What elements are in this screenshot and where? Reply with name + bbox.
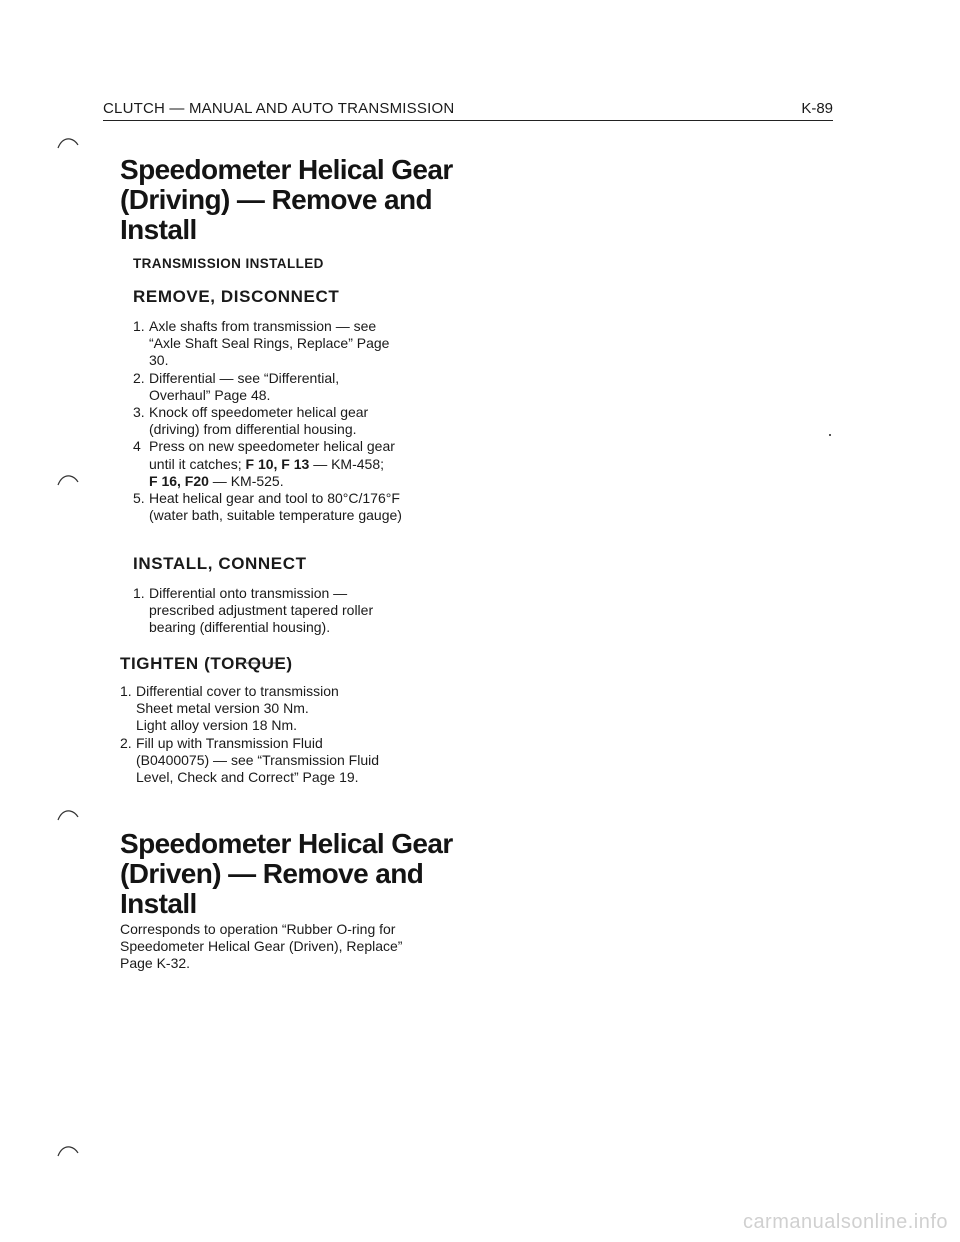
section-title-driving	[120, 155, 480, 245]
step-line: Heat helical gear and tool to 80°C/176°F	[149, 490, 400, 507]
step-line: 30.	[149, 352, 169, 369]
title-line: Install	[120, 888, 197, 919]
list-item	[133, 370, 463, 404]
binder-mark-icon	[56, 808, 80, 822]
list-item	[133, 438, 463, 490]
step-line: (driving) from differential housing.	[149, 421, 357, 438]
step-line: Knock off speedometer helical gear	[149, 404, 369, 421]
underline-mark	[244, 651, 280, 653]
step-text: — KM-458;	[309, 455, 385, 472]
title-line: Speedometer Helical Gear	[120, 154, 453, 185]
step-line: Axle shafts from transmission — see	[149, 318, 377, 334]
step-line: (B0400075) — see “Transmission Fluid	[136, 751, 380, 768]
step-line: (water bath, suitable temperature gauge)	[149, 507, 402, 524]
list-item	[133, 585, 463, 637]
tool-model-ref: F 10, F 13	[245, 455, 310, 472]
step-text: until it catches;	[149, 455, 246, 472]
step-line: Overhaul” Page 48.	[149, 386, 271, 403]
tool-model-ref: F 16, F20	[149, 472, 209, 489]
step-number: 5.	[133, 490, 145, 507]
step-line: Sheet metal version 30 Nm.	[136, 700, 309, 717]
header-page-number: K-89	[801, 100, 833, 117]
install-steps	[133, 585, 463, 637]
title-line: Speedometer Helical Gear	[120, 828, 453, 859]
binder-mark-icon	[56, 136, 80, 150]
context-label: TRANSMISSION INSTALLED	[133, 256, 324, 271]
section-title-driven	[120, 829, 480, 919]
list-item	[120, 683, 450, 735]
step-line: Level, Check and Correct” Page 19.	[136, 769, 359, 786]
paragraph-line: Corresponds to operation “Rubber O-ring for	[120, 921, 396, 937]
step-line: prescribed adjustment tapered roller	[149, 602, 374, 619]
remove-steps	[133, 318, 463, 524]
step-number: 3.	[133, 404, 145, 421]
step-line: Light alloy version 18 Nm.	[136, 717, 298, 734]
site-watermark: carmanualsonline.info	[742, 1211, 948, 1233]
step-line: Fill up with Transmission Fluid	[136, 734, 323, 751]
step-line	[149, 473, 463, 490]
step-line: “Axle Shaft Seal Rings, Replace” Page	[149, 335, 390, 352]
running-header	[103, 98, 833, 121]
step-line: Differential — see “Differential,	[149, 369, 340, 386]
step-number: 1.	[133, 585, 145, 601]
paragraph-line: Speedometer Helical Gear (Driven), Replace”	[120, 938, 403, 955]
step-line: Differential cover to transmission	[136, 683, 339, 699]
driven-description	[120, 921, 460, 973]
list-item	[133, 490, 463, 524]
tighten-heading: TIGHTEN (TORQUE)	[120, 654, 293, 673]
step-line: bearing (differential housing).	[149, 619, 331, 636]
step-line: Press on new speedometer helical gear	[149, 438, 395, 455]
list-item	[133, 318, 463, 370]
install-heading: INSTALL, CONNECT	[133, 554, 307, 573]
step-line	[149, 456, 463, 473]
header-section-title: CLUTCH — MANUAL AND AUTO TRANSMISSION	[103, 100, 455, 117]
step-number: 4	[133, 438, 141, 455]
list-item	[120, 735, 450, 787]
title-line: Install	[120, 214, 197, 245]
step-line: Differential onto transmission —	[149, 585, 348, 601]
step-number: 1.	[120, 683, 132, 699]
tighten-steps	[120, 683, 450, 786]
list-item	[133, 404, 463, 438]
step-text: — KM-525.	[208, 472, 284, 489]
remove-heading: REMOVE, DISCONNECT	[133, 287, 340, 306]
binder-mark-icon	[56, 1144, 80, 1158]
step-number: 1.	[133, 318, 145, 334]
scan-speck	[829, 434, 831, 436]
step-number: 2.	[120, 734, 132, 751]
paragraph-line: Page K-32.	[120, 955, 191, 972]
step-number: 2.	[133, 369, 145, 386]
binder-mark-icon	[56, 473, 80, 487]
title-line: (Driven) — Remove and	[120, 858, 424, 889]
title-line: (Driving) — Remove and	[120, 184, 432, 215]
